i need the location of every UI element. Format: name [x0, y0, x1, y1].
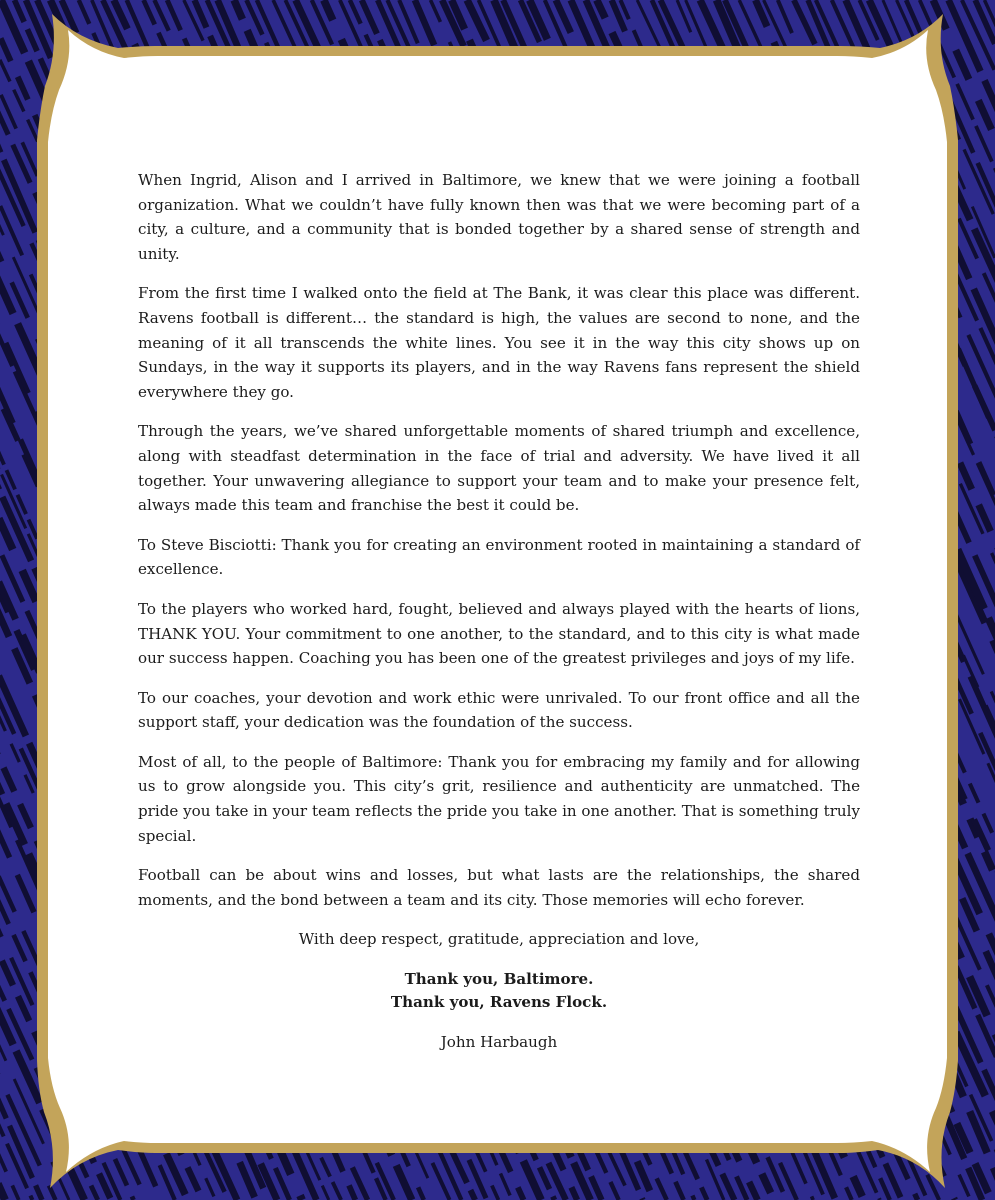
- letter-paragraph: To the players who worked hard, fought, believed and always played with the hearts of lions, THANK YOU. Your commitment to one another, to the standard, and to this city is what made our success happen. Coaching you has been one of the greatest privileges and joys of my life.: [138, 599, 860, 668]
- letter-paragraph: To Steve Bisciotti: Thank you for creating an environment rooted in maintaining a standard of excellence.: [138, 535, 860, 579]
- letter-body: [138, 168, 860, 1055]
- signature: John Harbaugh: [440, 1033, 558, 1052]
- letter-paragraph: From the first time I walked onto the field at The Bank, it was clear this place was different. Ravens football is different… the standard is high, the values are second to none, and the meaning of it all transcends the white lines. You see it in the way this city shows up on Sundays, in the way it supports its players, and in the way Ravens fans represent the shield everywhere they go.: [138, 284, 860, 401]
- letter-paragraph: Football can be about wins and losses, but what lasts are the relationships, the shared moments, and the bond between a team and its city. Those memories will echo forever.: [138, 866, 860, 909]
- letter-paragraph: Most of all, to the people of Baltimore: Thank you for embracing my family and for allowing us to grow alongside you. This city’s grit, resilience and authenticity are unmatched. The pride you take in your team reflects the pride you take in one another. That is something truly special.: [138, 752, 860, 845]
- thanks-baltimore: Thank you, Baltimore.: [404, 970, 594, 989]
- thanks-block: [138, 968, 860, 1014]
- letter-paragraph: To our coaches, your devotion and work ethic were unrivaled. To our front office and all the support staff, your dedication was the foundation of the success.: [138, 688, 860, 732]
- closing-line: With deep respect, gratitude, appreciation and love,: [298, 930, 700, 949]
- letter-paragraph: Through the years, we’ve shared unforgettable moments of shared triumph and excellence, along with steadfast determination in the face of trial and adversity. We have lived it all together. Your unwavering allegiance to support your team and to make your presence felt, always made this team and franchise the best it could be.: [138, 422, 860, 515]
- thanks-ravens-flock: Thank you, Ravens Flock.: [390, 993, 608, 1012]
- letter-paragraph: When Ingrid, Alison and I arrived in Baltimore, we knew that we were joining a football organization. What we couldn’t have fully known then was that we were becoming part of a city, a culture, and a community that is bonded together by a shared sense of strength and unity.: [138, 171, 860, 263]
